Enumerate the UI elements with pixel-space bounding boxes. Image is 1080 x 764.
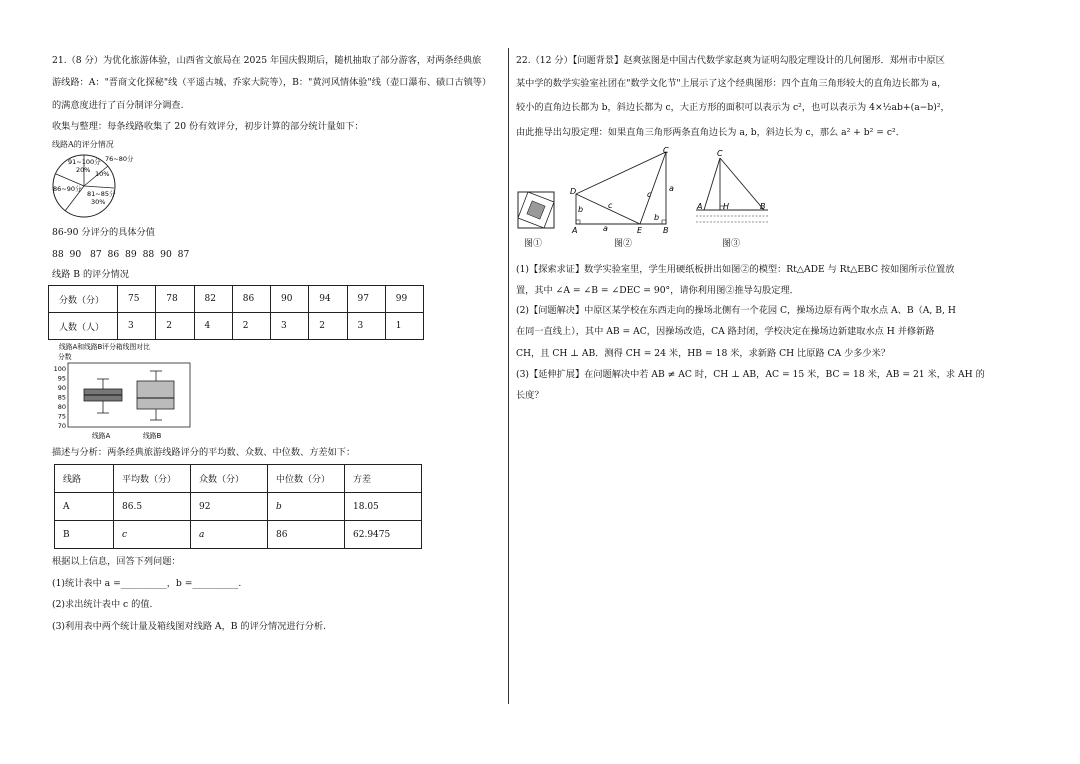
table-row [49,313,424,340]
table-cell: 97 [347,286,385,313]
detail-title: 86-90 分评分的具体分值 [52,227,155,238]
q22-part-2c: CH，且 CH ⊥ AB．测得 CH = 24 米，HB = 18 米，求新路 CH 比原路 CA 少多少米？ [516,348,891,359]
table-cell: 2 [232,313,270,340]
fig2-a-bottom: a [603,224,608,233]
table-cell: 3 [118,313,156,340]
table-row [49,286,424,313]
q21-part-3: (3)利用表中两个统计量及箱线图对线路 A，B 的评分情况进行分析. [52,621,327,632]
x-label-A: 线路A [92,432,111,440]
pie-chart [52,152,134,220]
fig3-label: 图③ [722,239,741,249]
table-cell: 94 [309,286,347,313]
fig2-C: C [663,146,669,155]
figure-3 [694,148,770,232]
stats-table [54,464,422,549]
fig3-A: A [697,202,703,211]
table-cell: 众数（分） [191,465,268,493]
fig2-c-mid: c [608,201,613,210]
table-row [55,465,422,493]
fig2-E: E [637,226,643,235]
fig2-A: A [572,226,578,235]
lineB-title: 线路 B 的评分情况 [52,269,129,280]
q22-part-2a: (2)【问题解决】中原区某学校在东西走向的操场北侧有一个花园 C，操场边原有两个取水点 A、B（A, B, H [516,305,956,316]
x-label-B: 线路B [143,432,162,440]
table-cell: 2 [309,313,347,340]
q22-part-2b: 在同一直线上），其中 AB = AC，因操场改造，CA 路封闭，学校决定在操场边新建取水点 H 并修新路 [516,326,935,337]
pie-label-20pct: 20% [76,166,91,174]
table-cell: 90 [271,286,309,313]
detail-values: 88 90 87 86 89 88 90 87 [52,249,190,260]
fig2-b-right: b [654,213,660,222]
table-cell: b [268,493,345,521]
table-cell: 方差 [345,465,422,493]
pie-label-10pct: 10% [95,170,110,178]
y-tick-75: 75 [57,412,66,421]
y-tick-80: 80 [57,403,66,411]
table-cell: 62.9475 [345,521,422,549]
q21-part-1: (1)统计表中 a =__________，b =__________. [52,578,242,589]
table-cell: 92 [191,493,268,521]
y-tick-100: 100 [53,365,66,373]
q22-line-4: 由此推导出勾股定理：如果直角三角形两条直角边长为 a, b，斜边长为 c，那么 a² + b² = c²． [516,127,905,138]
y-tick-70: 70 [57,422,66,430]
table-cell: 86.5 [114,493,191,521]
figure-2 [568,146,684,236]
table-cell: 78 [156,286,194,313]
lineB-table [48,285,424,340]
table-cell: A [55,493,114,521]
pie-label-86-90: 86~90分 [53,185,82,193]
table-cell: 3 [347,313,385,340]
y-tick-95: 95 [57,374,66,383]
pie-label-91-100: 91~100分 [68,158,101,166]
table-cell: 分数（分） [49,286,118,313]
q22-line-2: 某中学的数学实验室社团在"数学文化节"上展示了这个经典图形：四个直角三角形较大的直角边长都为 a， [516,78,947,89]
fig1-label: 图① [524,239,543,249]
q22-part-3a: (3)【延伸扩展】在问题解决中若 AB ≠ AC 时，CH ⊥ AB，AC = 15 米，BC = 18 米，AB = 21 米，求 AH 的 [516,369,985,380]
q21-line-1: 21.（8 分）为优化旅游体验，山西省文旅局在 2025 年国庆假期后，随机抽取了部分游客，对两条经典旅 [52,55,482,66]
table-cell: 人数（人） [49,313,118,340]
table-row [55,493,422,521]
figure-1 [516,188,560,232]
pie-label-76-80: 76~80分 [105,155,134,163]
q21-part-2: (2)求出统计表中 c 的值. [52,599,153,610]
pie-title: 线路A的评分情况 [52,140,114,149]
fig3-H: H [723,202,730,211]
table-cell: 99 [385,286,423,313]
q22-line-1: 22.（12 分）【问题背景】赵爽弦图是中国古代数学家赵爽为证明勾股定理设计的几何图形．郑州市中原区 [516,55,945,66]
q22-part-1a: (1)【探索求证】数学实验室里，学生用硬纸板拼出如图②的模型：Rt△ADE 与 Rt△EBC 按如图所示位置放 [516,264,955,275]
boxB [137,381,174,409]
fig2-a-top: a [669,184,674,193]
fig3-CA [704,158,720,210]
table-cell: 86 [268,521,345,549]
table-cell: 86 [232,286,270,313]
answer-intro: 根据以上信息，回答下列问题： [52,556,181,567]
q21-collect: 收集与整理：每条线路收集了 20 份有效评分，初步计算的部分统计量如下： [52,121,364,132]
table-cell: 3 [271,313,309,340]
table-row [55,521,422,549]
describe-text: 描述与分析：两条经典旅游线路评分的平均数、众数、中位数、方差如下： [52,447,356,458]
q21-line-3: 的满意度进行了百分制评分调查. [52,100,184,111]
table-cell: a [191,521,268,549]
column-divider [508,48,509,704]
fig3-B: B [760,202,766,211]
q21-line-2: 游线路：A："晋商文化探秘"线（平遥古城、乔家大院等），B："黄河风情体验"线（壶口瀑布、碛口古镇等） [52,77,492,88]
table-cell: B [55,521,114,549]
table-cell: 线路 [55,465,114,493]
table-cell: 4 [194,313,232,340]
fig3-C: C [717,149,723,158]
box-plot [52,341,192,445]
q22-line-3: 较小的直角边长都为 b，斜边长都为 c，大正方形的面积可以表示为 c²，也可以表示为 4×½ab+(a−b)²， [516,102,950,113]
fig2-c-right: c [647,190,652,199]
fig2-B: B [663,226,669,235]
pie-label-30pct: 30% [91,198,106,206]
pie-label-81-85: 81~85分 [87,190,116,198]
fig2-D: D [570,187,577,196]
table-cell: 82 [194,286,232,313]
table-cell: 2 [156,313,194,340]
fig2-label: 图② [614,239,633,249]
table-cell: 75 [118,286,156,313]
y-tick-85: 85 [57,393,66,402]
box-title: 线路A和线路B评分箱线图对比 [59,343,150,351]
table-cell: 1 [385,313,423,340]
table-cell: 18.05 [345,493,422,521]
q22-part-1b: 置，其中 ∠A = ∠B = ∠DEC = 90°，请你利用图②推导勾股定理． [516,285,799,296]
table-cell: 中位数（分） [268,465,345,493]
fig2-trapezoid [576,152,666,224]
y-axis [54,365,66,430]
q22-part-3b: 长度？ [516,390,544,401]
table-cell: 平均数（分） [114,465,191,493]
fig2-b-left: b [578,205,584,214]
table-cell: c [114,521,191,549]
y-tick-90: 90 [57,384,66,392]
box-ylabel: 分数 [58,353,72,361]
